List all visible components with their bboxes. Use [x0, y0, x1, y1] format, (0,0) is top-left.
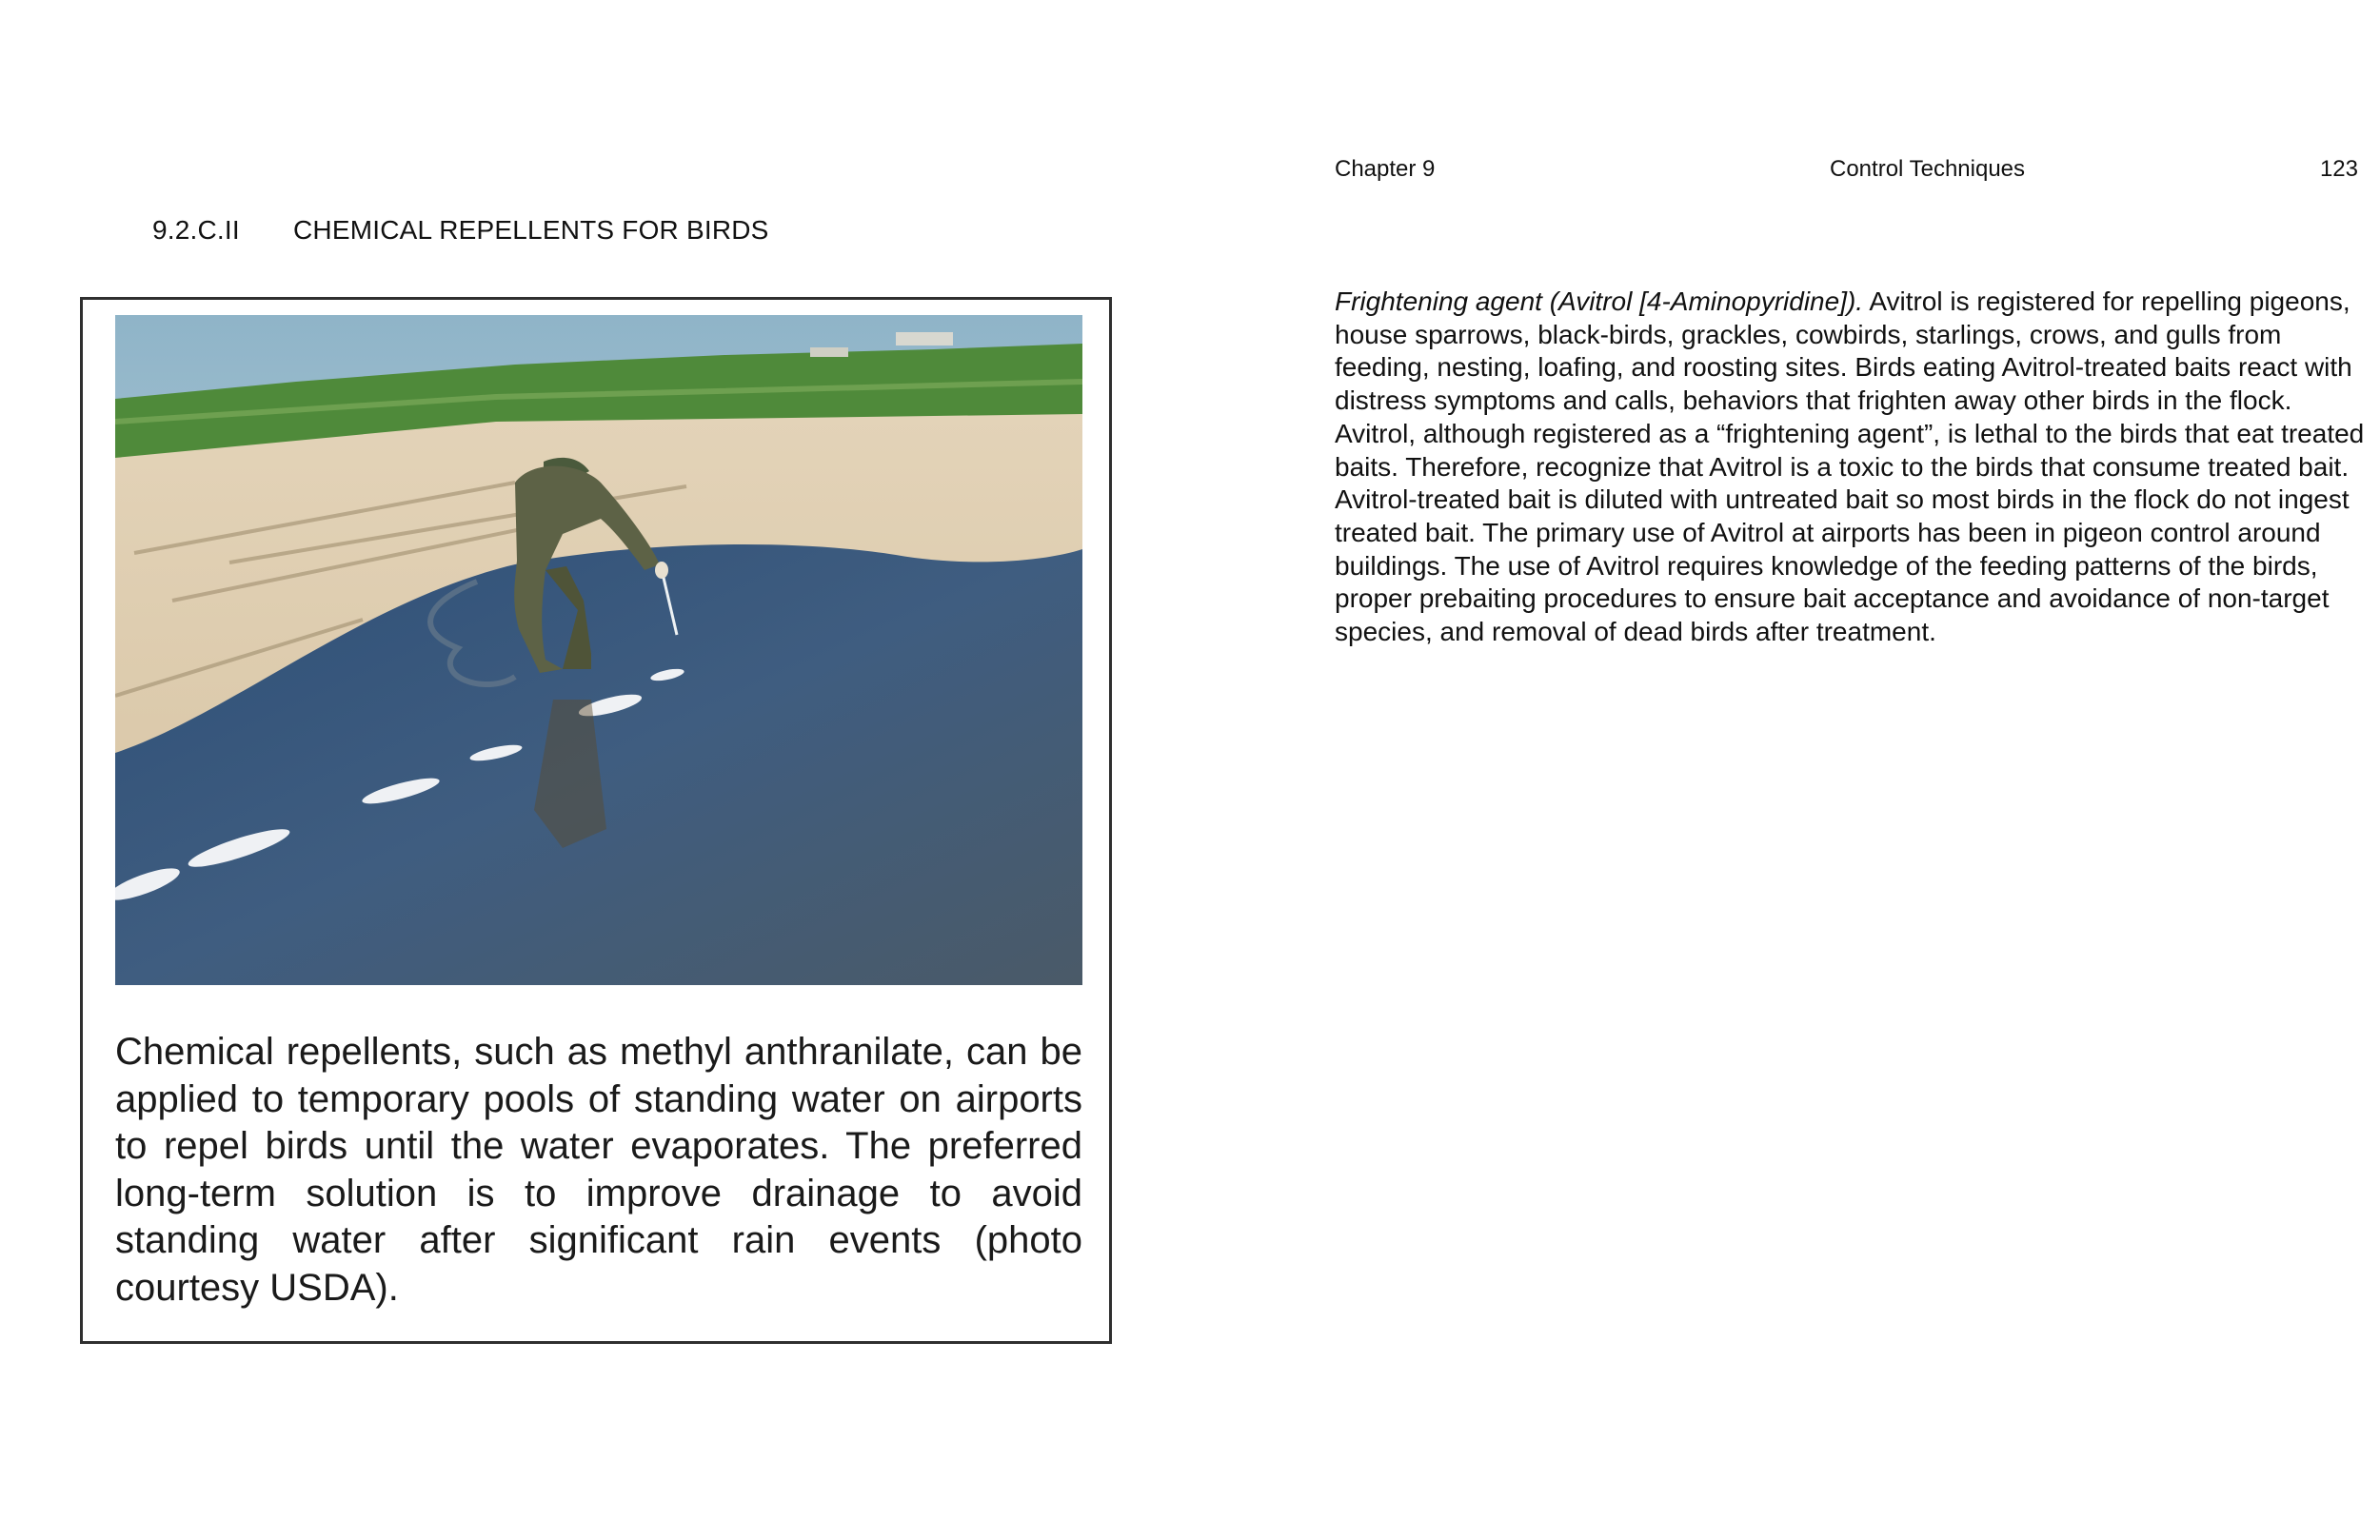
right-page: [1190, 0, 2380, 1540]
chapter-title: Control Techniques: [1830, 156, 2026, 182]
page-number: 123: [2319, 156, 2358, 182]
body-paragraph: [1335, 286, 2368, 649]
figure-caption: Chemical repellents, such as methyl anthranilate, can be applied to temporary pools of standing water on airports to repel birds until the water evaporates. The preferred long-term solution is to improve drainage to avoid standing water after significant rain events (photo courtesy USDA).: [115, 1031, 1082, 1309]
running-head: [1335, 156, 2358, 190]
paragraph-lead: Frightening agent (Avitrol [4-Aminopyridine]).: [1335, 286, 1864, 316]
figure-photo: [115, 315, 1082, 985]
figure-box: [80, 297, 1112, 1344]
section-heading: [152, 215, 769, 246]
section-number: 9.2.C.II: [152, 215, 240, 245]
chapter-label: Chapter 9: [1335, 156, 1436, 182]
section-title: CHEMICAL REPELLENTS FOR BIRDS: [293, 215, 769, 245]
paragraph-text: Avitrol is registered for repelling pigeons, house sparrows, black-birds, grackles, cowbirds, starlings, crows, and gulls from feeding, nesting, loafing, and roosting sites. Birds eating Avitrol-treated baits react with distress symptoms and calls, behaviors that frighten away other birds in the flock. Avitrol, although registered as a “frightening agent”, is lethal to the birds that eat treated baits. Therefore, recognize that Avitrol is a toxic to the birds that consume treated bait. Avitrol-treated bait is diluted with untreated bait so most birds in the flock do not ingest treated bait. The primary use of Avitrol at airports has been in pigeon control around buildings. The use of Avitrol requires knowledge of the feeding patterns of the birds, proper prebaiting procedures to ensure bait acceptance and avoidance of non-target species, and removal of dead birds after treatment.: [1335, 286, 2365, 647]
